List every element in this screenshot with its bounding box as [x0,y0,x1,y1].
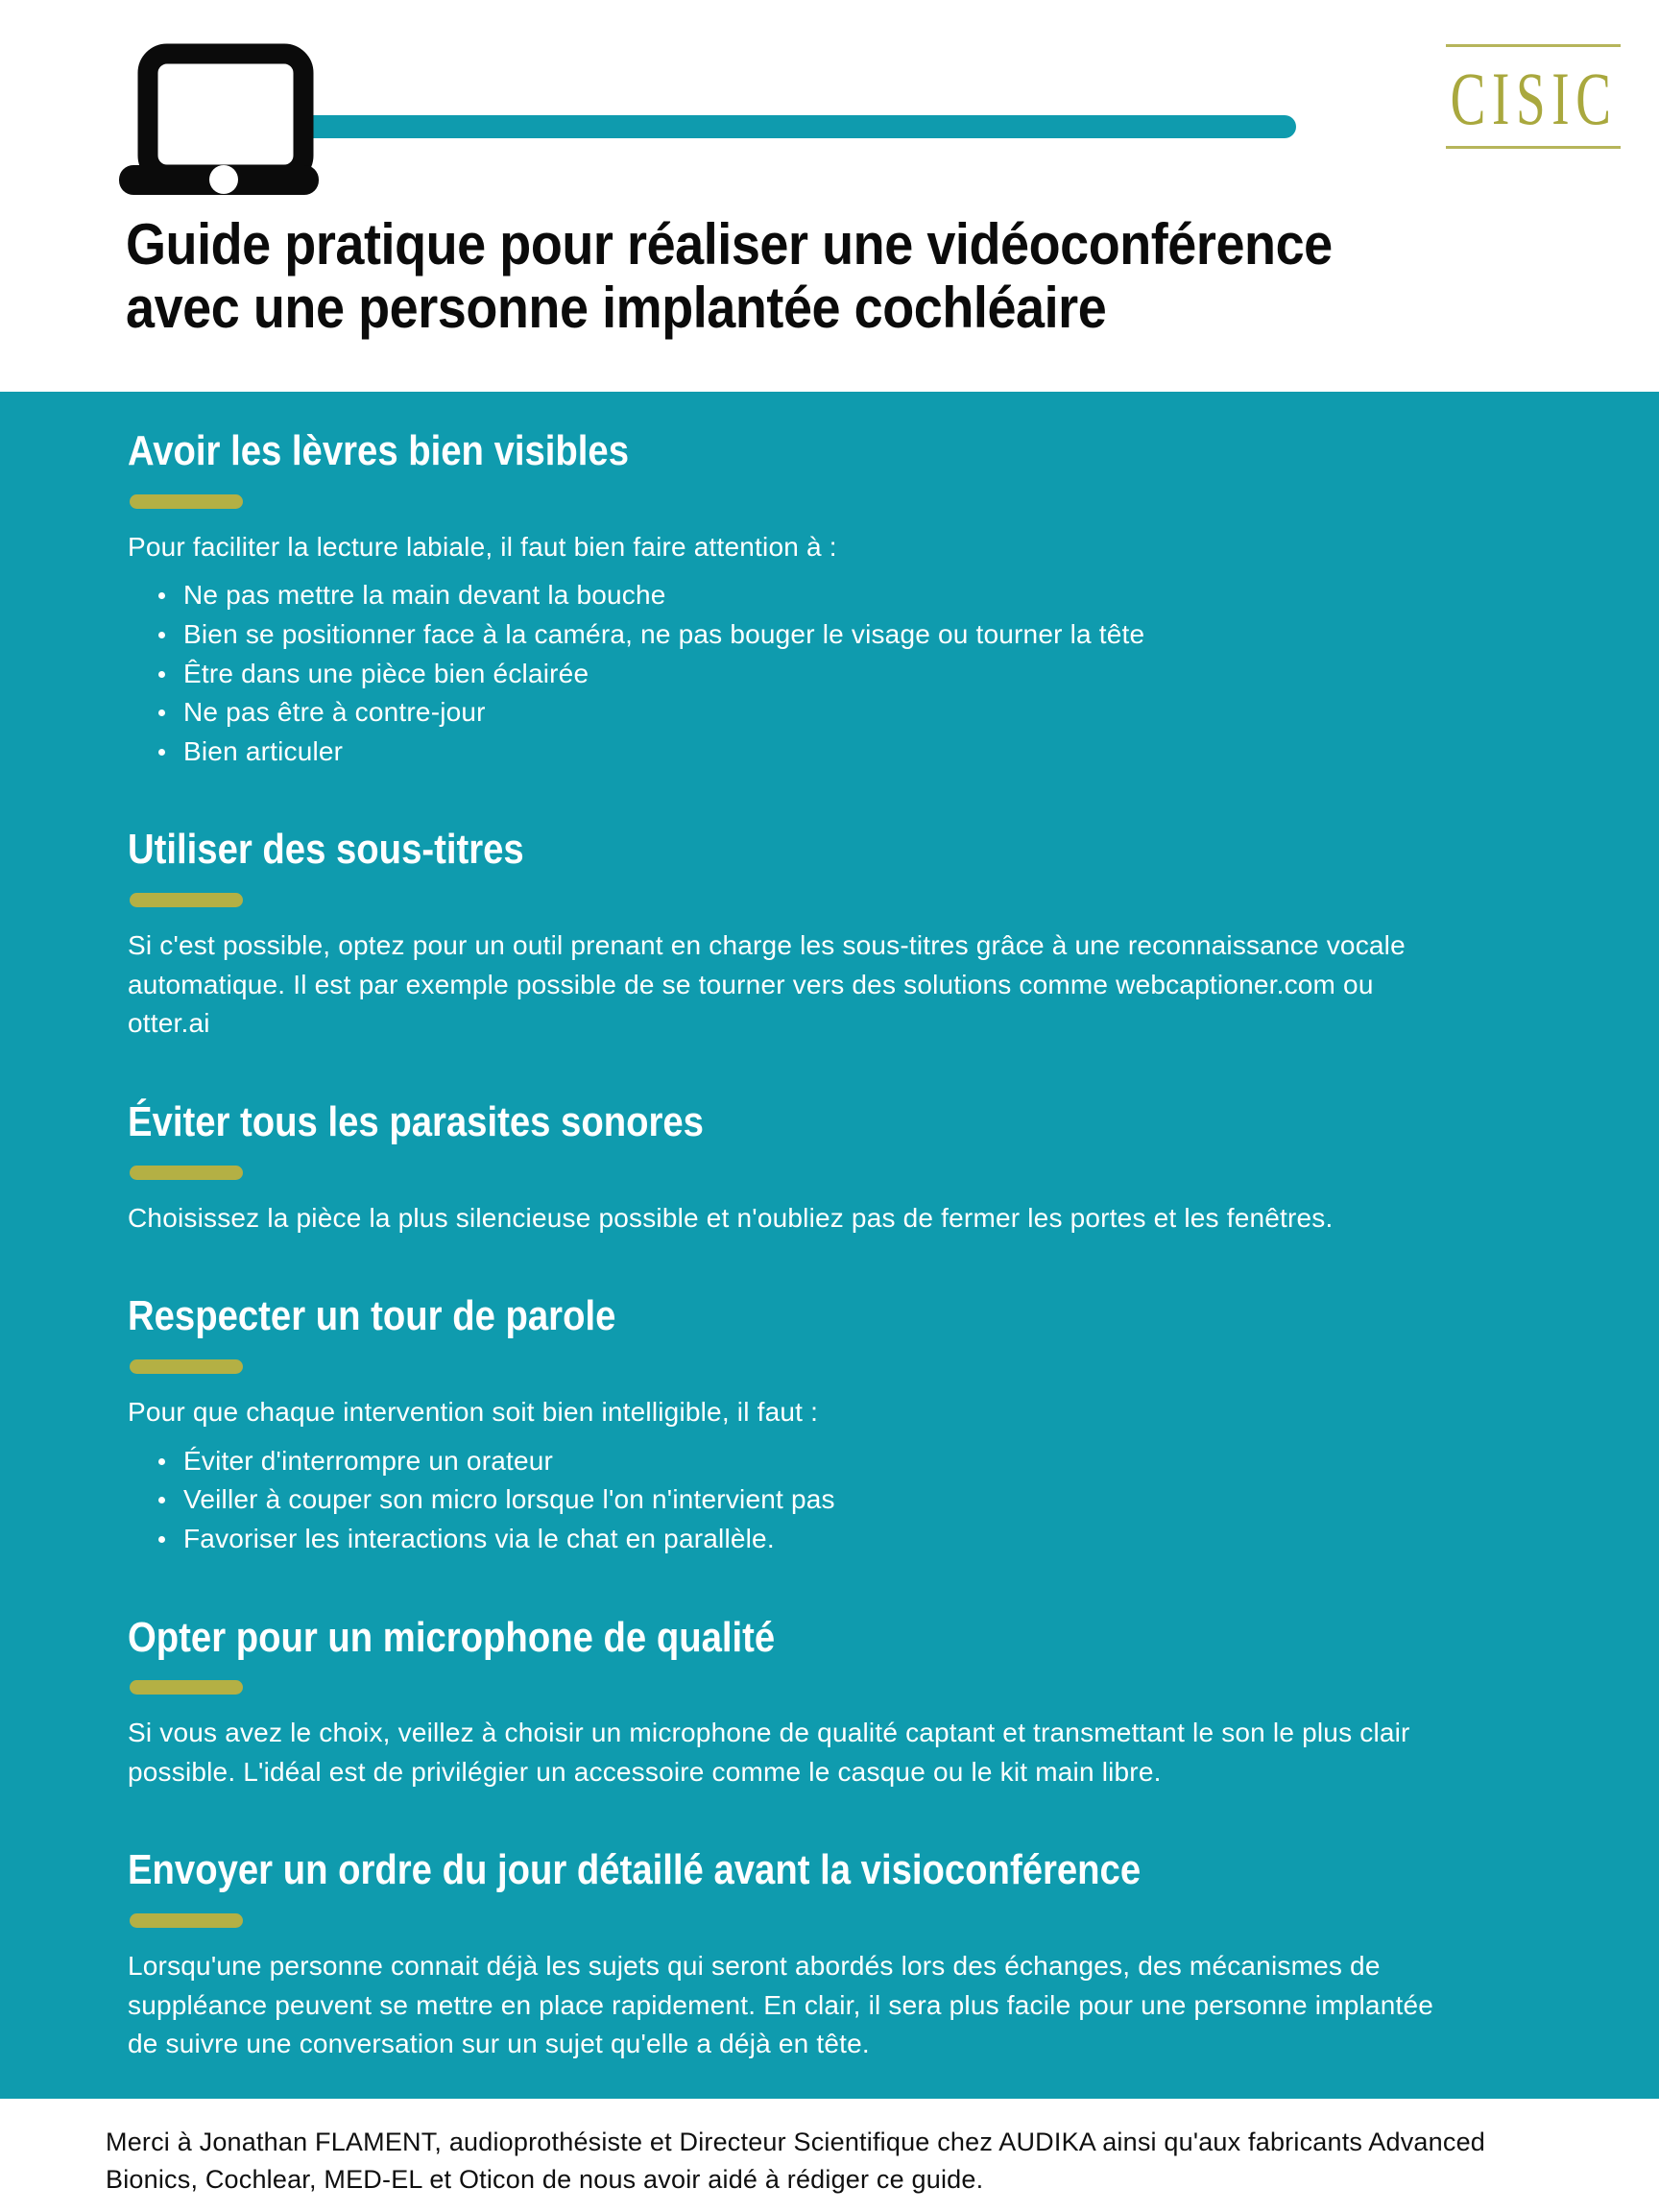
accent-bar [130,1166,243,1180]
section-agenda [128,1845,1457,2064]
logo-rule-top [1446,44,1621,47]
logo-text: CISIC [1450,56,1618,141]
footer [0,2099,1659,2199]
section-intro: Pour faciliter la lecture labiale, il faut bien faire attention à : [128,531,837,562]
bullet-item: Ne pas être à contre-jour [128,693,1457,733]
laptop-icon [88,42,319,203]
accent-bar [130,893,243,907]
bullet-item: Ne pas mettre la main devant la bouche [128,576,1457,615]
page-title [126,213,1333,340]
accent-bar [130,494,243,509]
section-microphone [128,1613,1457,1792]
section-subtitles [128,825,1457,1044]
section-heading: Utiliser des sous-titres [128,826,524,874]
bullet-list [128,1442,1457,1559]
footer-credits: Merci à Jonathan FLAMENT, audioprothésiste et Directeur Scientifique chez AUDIKA ainsi qu'aux fabricants Advanced Bionics, Cochlear, MED-EL et Oticon de nous avoir aidé à rédiger ce guide. [106,2128,1486,2195]
section-heading: Éviter tous les parasites sonores [128,1097,704,1145]
bullet-list [128,576,1457,771]
accent-bar [130,1359,243,1374]
accent-bar [130,1680,243,1695]
section-heading: Respecter un tour de parole [128,1292,616,1340]
bullet-item: Être dans une pièce bien éclairée [128,655,1457,694]
section-heading: Envoyer un ordre du jour détaillé avant la visioconférence [128,1846,1142,1894]
title-line-1: Guide pratique pour réaliser une vidéoconférence [126,212,1333,276]
section-lips-visible [128,426,1457,771]
bullet-item: Veiller à couper son micro lorsque l'on n'intervient pas [128,1480,1457,1520]
teal-accent-line [288,115,1296,138]
section-body: Lorsqu'une personne connait déjà les sujets qui seront abordés lors des échanges, des mécanismes de suppléance peuvent se mettre en place rapidement. En clair, il sera plus facile pour une personne implantée de suivre une conversation sur un sujet qu'elle a déjà en tête. [128,1951,1433,2059]
section-intro: Pour que chaque intervention soit bien intelligible, il faut : [128,1397,819,1428]
section-body: Si c'est possible, optez pour un outil prenant en charge les sous-titres grâce à une reconnaissance vocale automatique. Il est par exemple possible de se tourner vers des solutions comme webcaptioner.com ou otter.ai [128,930,1406,1039]
section-body: Choisissez la pièce la plus silencieuse possible et n'oubliez pas de fermer les portes et les fenêtres. [128,1202,1334,1233]
title-line-2: avec une personne implantée cochléaire [126,276,1107,340]
logo-rule-bottom [1446,146,1621,149]
main-content [0,392,1659,2099]
section-turn-taking [128,1291,1457,1558]
bullet-item: Éviter d'interrompre un orateur [128,1442,1457,1481]
section-noise [128,1097,1457,1238]
cisic-logo [1446,44,1621,149]
bullet-item: Bien articuler [128,733,1457,772]
header [0,0,1659,392]
accent-bar [130,1913,243,1928]
bullet-item: Favoriser les interactions via le chat en parallèle. [128,1520,1457,1559]
section-body: Si vous avez le choix, veillez à choisir un microphone de qualité captant et transmettant le son le plus clair possible. L'idéal est de privilégier un accessoire comme le casque ou le kit main libre. [128,1718,1410,1787]
section-heading: Avoir les lèvres bien visibles [128,427,630,474]
section-heading: Opter pour un microphone de qualité [128,1613,776,1661]
bullet-item: Bien se positionner face à la caméra, ne pas bouger le visage ou tourner la tête [128,615,1457,655]
